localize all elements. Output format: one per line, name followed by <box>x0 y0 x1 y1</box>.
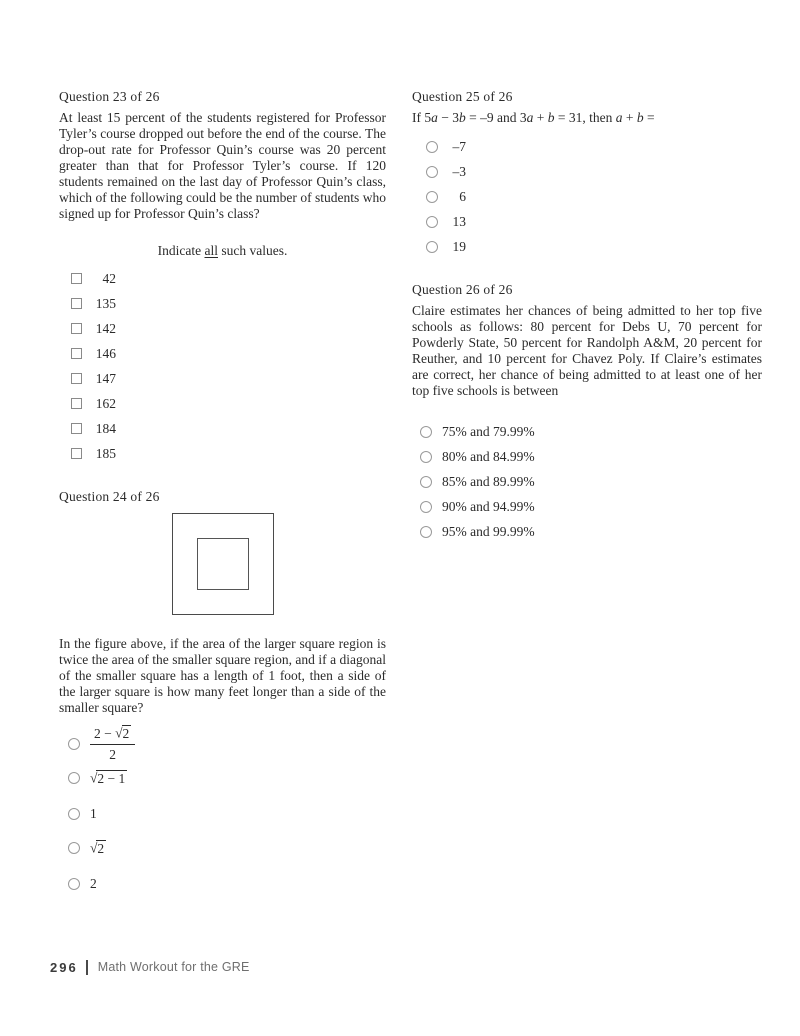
option-row <box>59 766 386 790</box>
page-footer <box>50 958 250 976</box>
option-label: 85% and 89.99% <box>442 473 535 489</box>
question-25-equation <box>412 110 762 126</box>
option-label <box>90 770 127 787</box>
option-row <box>59 316 386 341</box>
option-label <box>90 725 135 762</box>
checkbox[interactable] <box>71 298 82 309</box>
radio-button[interactable] <box>68 842 80 854</box>
outer-square <box>172 513 274 615</box>
option-row <box>412 159 762 184</box>
option-label: 184 <box>95 420 116 436</box>
option-label: 142 <box>95 320 116 336</box>
option-label: 19 <box>452 238 466 254</box>
radio-button[interactable] <box>420 476 432 488</box>
question-24-header: Question 24 of 26 <box>59 489 160 504</box>
option-label: 6 <box>459 188 466 204</box>
checkbox[interactable] <box>71 448 82 459</box>
checkbox[interactable] <box>71 273 82 284</box>
question-26-options <box>412 419 762 544</box>
checkbox[interactable] <box>71 373 82 384</box>
question-25-header: Question 25 of 26 <box>412 89 513 104</box>
checkbox[interactable] <box>71 398 82 409</box>
equation-part: + <box>533 110 548 125</box>
equation-part: = –9 and 3 <box>465 110 527 125</box>
inner-square <box>197 538 249 590</box>
square-root <box>115 725 131 742</box>
checkbox[interactable] <box>71 423 82 434</box>
radical-symbol: √ <box>115 725 123 741</box>
option-row <box>59 804 386 824</box>
option-label: 75% and 79.99% <box>442 423 535 439</box>
option-label: 95% and 99.99% <box>442 523 535 539</box>
radio-button[interactable] <box>426 216 438 228</box>
option-row <box>412 134 762 159</box>
option-label: 135 <box>95 295 116 311</box>
radio-button[interactable] <box>420 526 432 538</box>
option-row <box>412 209 762 234</box>
option-label: 185 <box>95 445 116 461</box>
option-row <box>412 494 762 519</box>
question-23-body: At least 15 percent of the students registered for Professor Tyler’s course dropped out before the end of the course. The drop-out rate for Professor Quin’s course was 20 percent greater than that for Professor Tyler’s course. If 120 students remained on the last day of Professor Quin’s class, which of the following could be the number of students who signed up for Professor Quin’s class? <box>59 110 386 221</box>
radio-button[interactable] <box>420 426 432 438</box>
question-24-figure <box>59 513 386 615</box>
equation-part: − 3 <box>437 110 459 125</box>
option-label: 42 <box>102 270 116 286</box>
radio-button[interactable] <box>68 878 80 890</box>
fraction-numerator <box>90 725 135 745</box>
equation-variable: b <box>636 110 644 125</box>
option-label: 13 <box>452 213 466 229</box>
option-label: 90% and 94.99% <box>442 498 535 514</box>
radio-button[interactable] <box>420 451 432 463</box>
question-23-header: Question 23 of 26 <box>59 89 160 104</box>
checkbox[interactable] <box>71 348 82 359</box>
radio-button[interactable] <box>68 738 80 750</box>
square-root <box>90 840 106 857</box>
radicand: 2 <box>122 726 130 742</box>
numerator-prefix: 2 − <box>94 726 116 742</box>
option-row <box>59 266 386 291</box>
equation-variable: a <box>526 110 534 125</box>
option-row <box>59 441 386 466</box>
question-25-options <box>412 134 762 259</box>
option-row <box>59 391 386 416</box>
option-label: 162 <box>95 395 116 411</box>
radio-button[interactable] <box>426 241 438 253</box>
equation-variable: b <box>547 110 555 125</box>
indicate-prefix: Indicate <box>157 243 205 258</box>
option-row <box>412 234 762 259</box>
option-row <box>59 416 386 441</box>
option-row <box>59 874 386 894</box>
option-label: 146 <box>95 345 116 361</box>
option-row <box>412 419 762 444</box>
radio-button[interactable] <box>426 141 438 153</box>
option-row <box>412 519 762 544</box>
option-row <box>59 836 386 860</box>
question-26-header: Question 26 of 26 <box>412 282 513 297</box>
equation-part: If 5 <box>412 110 432 125</box>
fraction <box>90 725 135 762</box>
option-row <box>412 444 762 469</box>
option-label: 80% and 84.99% <box>442 448 535 464</box>
fraction-denominator: 2 <box>109 747 117 762</box>
option-label: 147 <box>95 370 116 386</box>
equation-part: = 31, then <box>554 110 616 125</box>
square-root <box>90 770 127 787</box>
option-row <box>59 724 386 764</box>
indicate-all-instruction <box>59 243 386 259</box>
radicand: 2 − 1 <box>97 770 126 786</box>
indicate-suffix: such values. <box>218 243 288 258</box>
equation-variable: b <box>459 110 466 125</box>
radio-button[interactable] <box>68 772 80 784</box>
radio-button[interactable] <box>426 191 438 203</box>
radical-symbol: √ <box>90 770 98 785</box>
option-row <box>59 341 386 366</box>
question-26-body: Claire estimates her chances of being admitted to her top five schools as follows: 80 percent for Debs U, 70 percent for Powderly State, 50 percent for Randolph A&M, 20 percent for Reuther, and 10 percent for Chavez Poly. If Claire’s estimates are correct, her chance of being admitted to at least one of her top five schools is between <box>412 303 762 398</box>
radical-symbol: √ <box>90 840 98 855</box>
radio-button[interactable] <box>420 501 432 513</box>
equation-part: = <box>643 110 655 125</box>
radicand: 2 <box>97 840 105 856</box>
equation-part: + <box>622 110 637 125</box>
indicate-underlined-all: all <box>204 243 218 258</box>
option-label: –3 <box>452 163 466 179</box>
book-title: Math Workout for the GRE <box>97 960 250 974</box>
page-number: 296 <box>50 959 78 975</box>
checkbox[interactable] <box>71 323 82 334</box>
option-label: 2 <box>90 876 97 891</box>
option-label: 1 <box>90 806 97 821</box>
option-row <box>412 469 762 494</box>
footer-divider <box>86 960 88 975</box>
option-row <box>59 366 386 391</box>
equation-variable: a <box>615 110 623 125</box>
option-label <box>90 840 106 857</box>
equation-variable: a <box>431 110 438 125</box>
option-row <box>412 184 762 209</box>
radio-button[interactable] <box>426 166 438 178</box>
question-24-body: In the figure above, if the area of the larger square region is twice the area of the smaller square region, and if a diagonal of the smaller square has a length of 1 foot, then a side of the larger square is how many feet longer than a side of the smaller square? <box>59 636 386 715</box>
option-label: –7 <box>452 138 466 154</box>
question-23-options <box>59 266 386 466</box>
radio-button[interactable] <box>68 808 80 820</box>
option-row <box>59 291 386 316</box>
